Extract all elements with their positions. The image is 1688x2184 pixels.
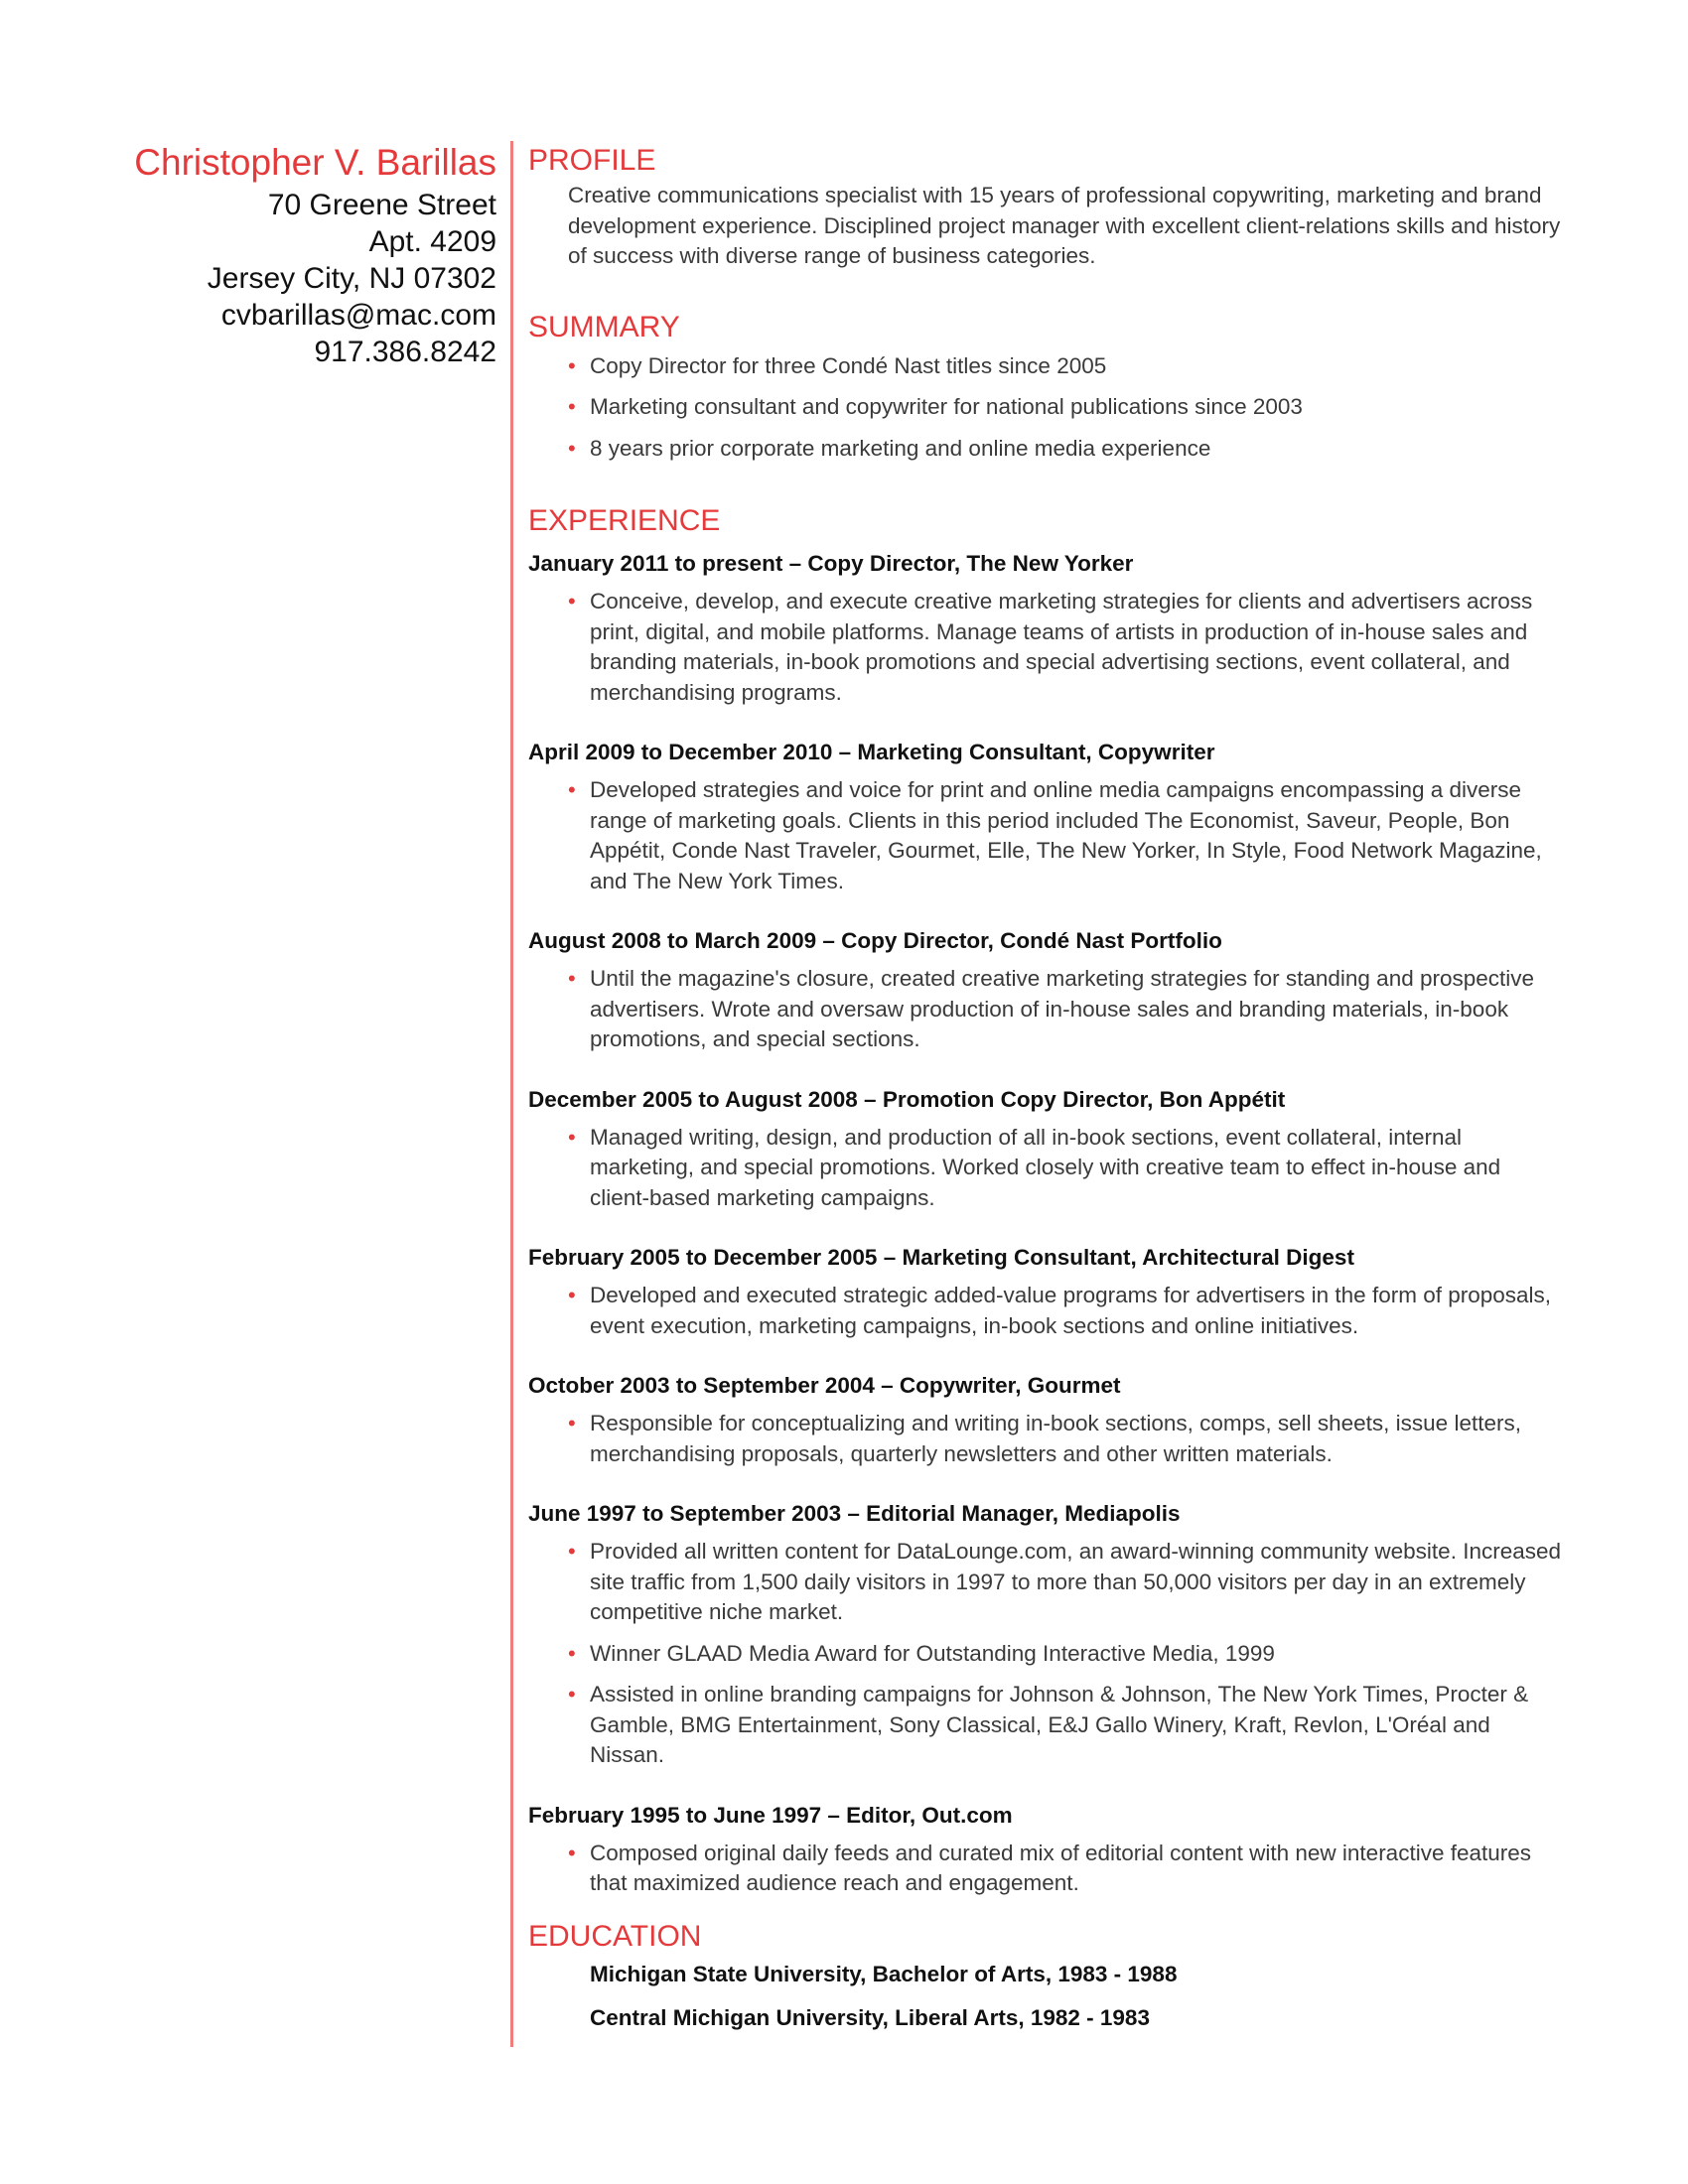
job-entry [528, 1499, 1561, 1771]
vertical-divider [510, 141, 513, 2047]
profile-text: Creative communications specialist with 15 years of professional copywriting, marketing and brand development experience. Disciplined project manager with excellent client-relations skills and history of success with diverse range of business categories. [568, 183, 1561, 268]
bullet-icon: • [568, 966, 576, 991]
phone-number: 917.386.8242 [314, 336, 496, 368]
job-entry [528, 549, 1561, 708]
apartment: Apt. 4209 [368, 225, 496, 258]
list-item [568, 1680, 1561, 1771]
job-entry [528, 1243, 1561, 1341]
resume-main [528, 141, 1561, 2046]
job-bullets [528, 964, 1561, 1055]
summary-list [528, 351, 1561, 465]
bullet-text: Developed strategies and voice for print and online media campaigns encompassing a diverse range of marketing goals. Clients in this period included The Economist, Saveur, People, Bon Appétit, Conde Nast Traveler, Gourmet, Elle, The New Yorker, In Style, Food Network Magazine, and The New York Times. [590, 777, 1542, 893]
job-title: June 1997 to September 2003 – Editorial Manager, Mediapolis [528, 1501, 1181, 1526]
email-address[interactable]: cvbarillas@mac.com [220, 299, 496, 332]
bullet-text: Assisted in online branding campaigns for Johnson & Johnson, The New York Times, Procter & Gamble, BMG Entertainment, Sony Classical, E&J Gallo Winery, Kraft, Revlon, L'Oréal and Nissan. [590, 1682, 1529, 1767]
profile-section [528, 141, 1561, 272]
bullet-text: Copy Director for three Condé Nast titles since 2005 [590, 352, 1107, 378]
list-item [568, 392, 1561, 423]
experience-section [528, 501, 1561, 1899]
education-entry: Central Michigan University, Liberal Arts, 1982 - 1983 [590, 2004, 1150, 2030]
bullet-text: Marketing consultant and copywriter for national publications since 2003 [590, 394, 1303, 419]
bullet-icon: • [568, 1124, 576, 1150]
candidate-name: Christopher V. Barillas [134, 142, 496, 183]
job-bullets [528, 775, 1561, 896]
education-section [528, 1917, 1561, 2034]
bullet-icon: • [568, 1682, 576, 1706]
job-entry [528, 1371, 1561, 1469]
profile-heading: PROFILE [528, 144, 656, 177]
job-title: August 2008 to March 2009 – Copy Director, Condé Nast Portfolio [528, 928, 1222, 953]
summary-heading: SUMMARY [528, 310, 680, 343]
job-bullets [528, 587, 1561, 708]
list-item [568, 964, 1561, 1055]
job-title: December 2005 to August 2008 – Promotion Copy Director, Bon Appétit [528, 1086, 1286, 1112]
experience-heading: EXPERIENCE [528, 504, 721, 537]
job-bullets [528, 1409, 1561, 1469]
list-item [568, 434, 1561, 465]
list-item [568, 1123, 1561, 1214]
job-title: April 2009 to December 2010 – Marketing Consultant, Copywriter [528, 740, 1215, 764]
education-heading: EDUCATION [528, 1919, 702, 1953]
bullet-text: 8 years prior corporate marketing and online media experience [590, 435, 1211, 461]
list-item [568, 587, 1561, 708]
bullet-icon: • [568, 435, 576, 461]
bullet-text: Responsible for conceptualizing and writing in-book sections, comps, sell sheets, issue letters, merchandising proposals, quarterly newsletters and other written materials. [590, 1411, 1521, 1466]
bullet-text: Winner GLAAD Media Award for Outstanding Interactive Media, 1999 [590, 1640, 1275, 1666]
bullet-icon: • [568, 1411, 576, 1435]
bullet-icon: • [568, 352, 576, 378]
street-address: 70 Greene Street [267, 189, 496, 221]
bullet-icon: • [568, 777, 576, 802]
bullet-text: Developed and executed strategic added-value programs for advertisers in the form of proposals, event execution, marketing campaigns, in-book sections and online initiatives. [590, 1283, 1552, 1338]
bullet-icon: • [568, 1283, 576, 1307]
bullet-text: Managed writing, design, and production of all in-book sections, event collateral, internal marketing, and special promotions. Worked closely with creative team to effect in-house and client-based marketing campaigns. [590, 1124, 1501, 1210]
bullet-icon: • [568, 1840, 576, 1865]
list-item [568, 1281, 1561, 1341]
bullet-icon: • [568, 1539, 576, 1564]
bullet-text: Provided all written content for DataLounge.com, an award-winning community website. Increased site traffic from 1,500 daily visitors in 1997 to more than 50,000 visitors per day in an extremely competitive niche market. [590, 1539, 1562, 1624]
bullet-icon: • [568, 589, 576, 614]
bullet-icon: • [568, 1640, 576, 1666]
bullet-text: Conceive, develop, and execute creative marketing strategies for clients and advertisers across print, digital, and mobile platforms. Manage teams of artists in production of in-house sales and branding materials, in-book promotions and special advertising sections, event collateral, and merchandising programs. [590, 589, 1533, 705]
job-bullets [528, 1281, 1561, 1341]
education-entry: Michigan State University, Bachelor of Arts, 1983 - 1988 [590, 1961, 1178, 1986]
list-item [568, 1537, 1561, 1628]
list-item [568, 351, 1561, 382]
list-item [568, 1409, 1561, 1469]
job-title: January 2011 to present – Copy Director, The New Yorker [528, 551, 1134, 576]
city-state-zip: Jersey City, NJ 07302 [207, 262, 496, 295]
job-entry [528, 926, 1561, 1055]
job-bullets [528, 1123, 1561, 1214]
summary-section [528, 308, 1561, 465]
list-item [568, 1839, 1561, 1899]
job-bullets [528, 1839, 1561, 1899]
job-title: February 2005 to December 2005 – Marketing Consultant, Architectural Digest [528, 1245, 1354, 1270]
job-entry [528, 738, 1561, 896]
job-entry [528, 1085, 1561, 1214]
contact-block [0, 139, 496, 370]
job-bullets [528, 1537, 1561, 1771]
bullet-icon: • [568, 394, 576, 419]
job-title: February 1995 to June 1997 – Editor, Out.com [528, 1802, 1013, 1828]
job-entry [528, 1801, 1561, 1899]
job-title: October 2003 to September 2004 – Copywriter, Gourmet [528, 1373, 1121, 1398]
bullet-text: Until the magazine's closure, created creative marketing strategies for standing and prospective advertisers. Wrote and oversaw production of in-house sales and branding materials, in-book promotions, and special sections. [590, 966, 1535, 1051]
list-item [568, 1639, 1561, 1670]
list-item [568, 775, 1561, 896]
bullet-text: Composed original daily feeds and curated mix of editorial content with new interactive features that maximized audience reach and engagement. [590, 1840, 1532, 1895]
